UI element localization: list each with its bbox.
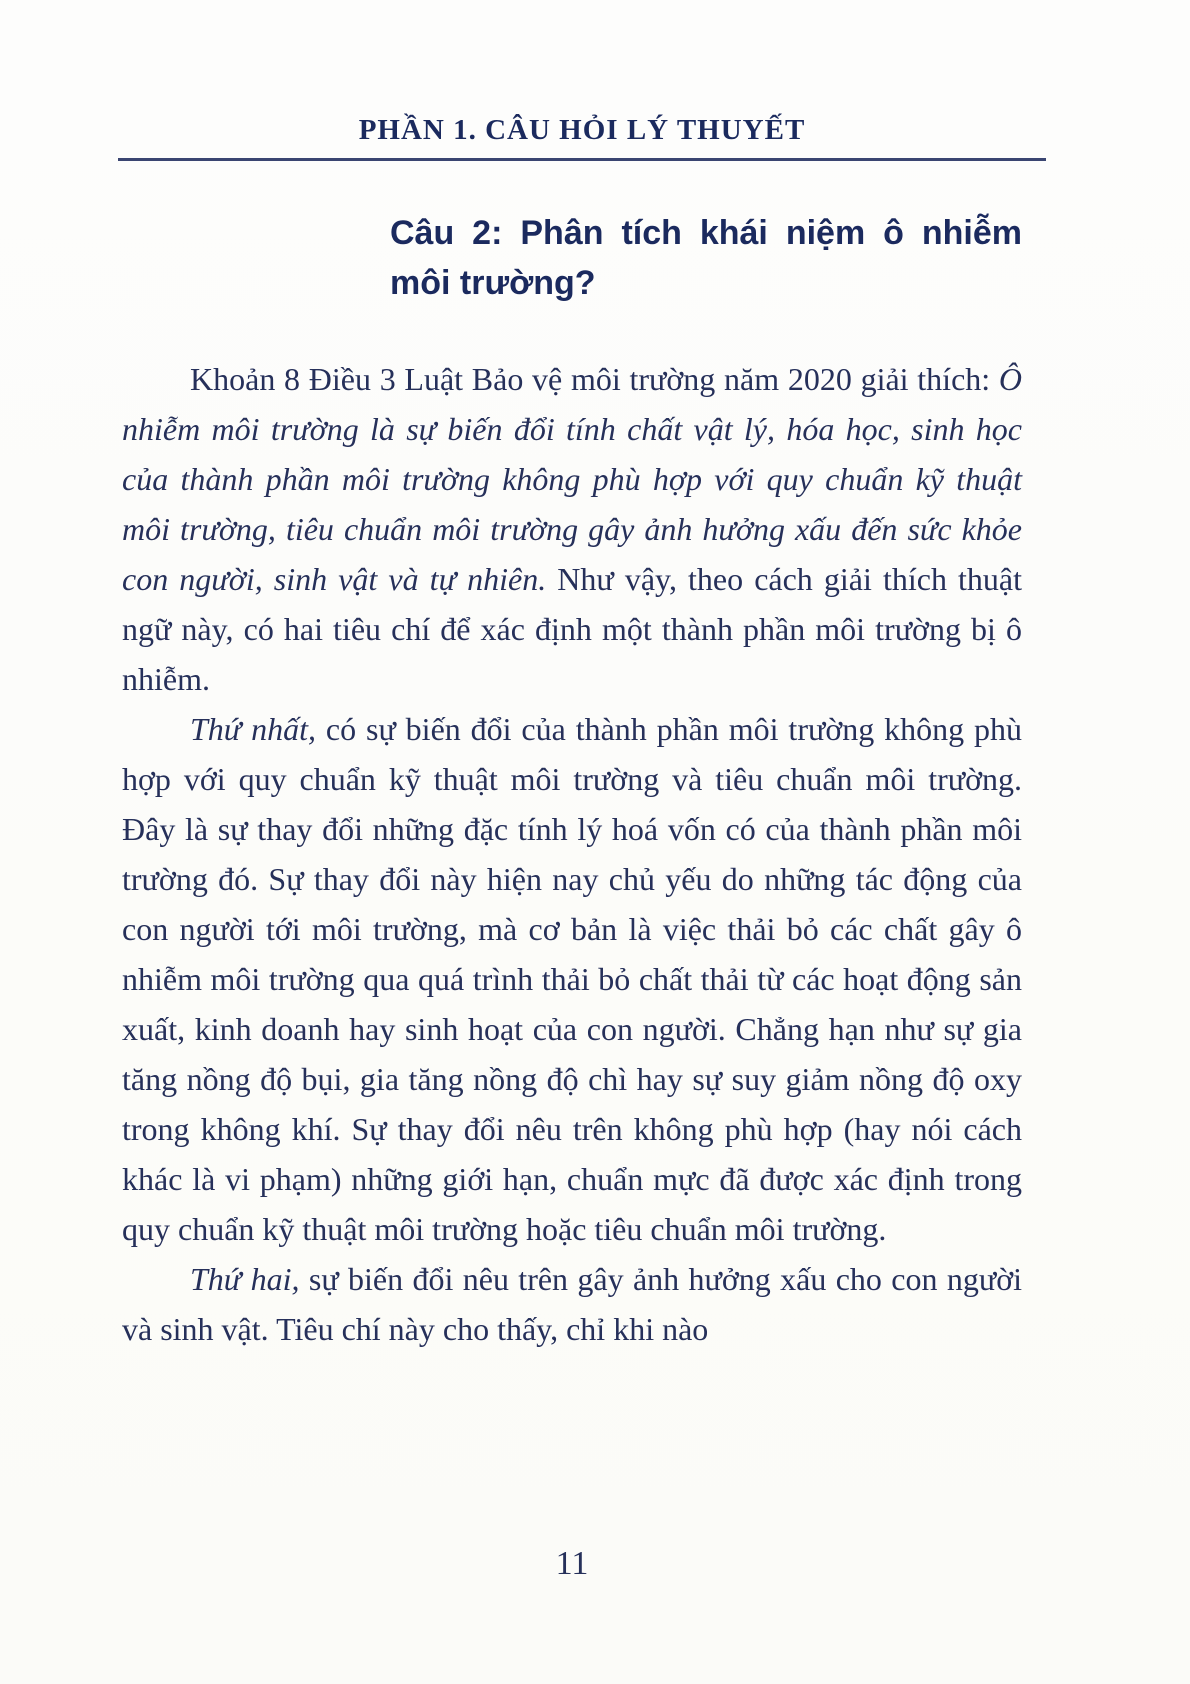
statute-reference-text: Khoản 8 Điều 3 Luật Bảo vệ môi trường năm 2020 giải thích: xyxy=(190,361,999,397)
second-criterion-label: Thứ hai, xyxy=(190,1261,300,1297)
paragraph-definition xyxy=(122,354,1022,704)
running-header xyxy=(118,112,1046,161)
running-header-title: PHẦN 1. CÂU HỎI LÝ THUYẾT xyxy=(358,114,806,146)
law-definition-quote: Ô nhiễm môi trường là sự biến đổi tính chất vật lý, hóa học, sinh học của thành phần môi trường không phù hợp với quy chuẩn kỹ thuật môi trường, tiêu chuẩn môi trường gây ảnh hưởng xấu đến sức khỏe con người, sinh vật và tự nhiên. xyxy=(122,361,1022,597)
definition-explanation-text: Như vậy, theo cách giải thích thuật ngữ này, có hai tiêu chí để xác định một thành phần môi trường bị ô nhiễm. xyxy=(122,561,1023,697)
page-body xyxy=(122,354,1022,1354)
question-heading: Câu 2: Phân tích khái niệm ô nhiễm môi trường? xyxy=(390,214,1022,302)
header-rule xyxy=(118,158,1046,161)
first-criterion-label: Thứ nhất, xyxy=(190,711,317,747)
page-number: 11 xyxy=(555,1545,589,1582)
paragraph-first-criterion xyxy=(122,704,1022,1254)
first-criterion-text: có sự biến đổi của thành phần môi trường không phù hợp với quy chuẩn kỹ thuật môi trường và tiêu chuẩn môi trường. Đây là sự thay đổi những đặc tính lý hoá vốn có của thành phần môi trường đó. Sự thay đổi này hiện nay chủ yếu do những tác động của con người tới môi trường, mà cơ bản là việc thải bỏ các chất gây ô nhiễm môi trường qua quá trình thải bỏ chất thải từ các hoạt động sản xuất, kinh doanh hay sinh hoạt của con người. Chẳng hạn như sự gia tăng nồng độ bụi, gia tăng nồng độ chì hay sự suy giảm nồng độ oxy trong không khí. Sự thay đổi nêu trên không phù hợp (hay nói cách khác là vi phạm) những giới hạn, chuẩn mực đã được xác định trong quy chuẩn kỹ thuật môi trường hoặc tiêu chuẩn môi trường. xyxy=(122,711,1023,1247)
second-criterion-text: sự biến đổi nêu trên gây ảnh hưởng xấu cho con người và sinh vật. Tiêu chí này cho thấy, chỉ khi nào xyxy=(122,1261,1023,1347)
paragraph-second-criterion xyxy=(122,1254,1022,1354)
